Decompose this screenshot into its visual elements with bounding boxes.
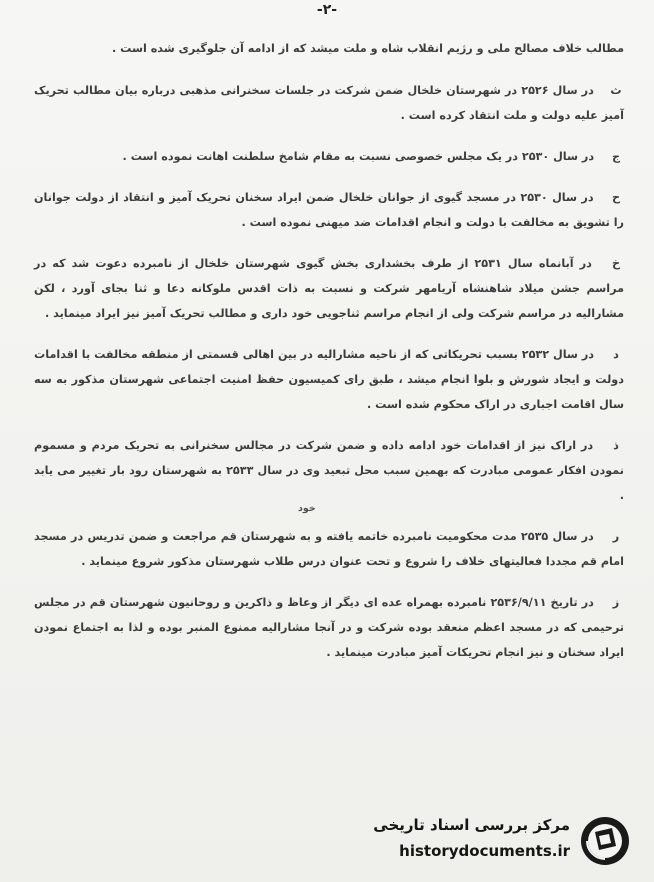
list-item (34, 144, 624, 169)
archive-logo-icon (578, 814, 632, 868)
list-item (34, 78, 624, 128)
item-label: د (613, 348, 619, 361)
item-label: ذ (613, 439, 619, 452)
page-number: -۲- (316, 2, 338, 18)
list-item (34, 590, 624, 665)
intro-paragraph: مطالب خلاف مصالح ملی و رژیم انقلاب شاه و ملت میشد که از ادامه آن جلوگیری شده است . (111, 42, 624, 55)
logo-title: مرکز بررسی اسناد تاریخی (373, 816, 570, 834)
footer-watermark[interactable] (364, 812, 632, 870)
list-item (34, 251, 624, 326)
item-text: در سال ۲۵۲۶ در شهرستان خلخال ضمن شرکت در جلسات سخنرانی مذهبی درباره بیان مطالب تحریک آمیز علیه دولت و ملت انتقاد کرده است . (34, 84, 624, 122)
list-item (34, 433, 624, 508)
item-text: در تاریخ ۲۵۳۶/۹/۱۱ نامبرده بهمراه عده ای دیگر از وعاظ و ذاکرین و روحانیون شهرستان قم در مجلس ترحیمی که در مسجد اعظم منعقد بوده شرکت و در آنجا مشارالیه ممنوع المنبر بوده و لذا به اجتماع نمودن ایراد سخنان و نیز انجام تحریکات آمیز مبادرت مینماید . (34, 596, 624, 659)
document-body (34, 36, 624, 681)
item-text: در سال ۲۵۳۰ در مسجد گیوی از جوانان خلخال ضمن ایراد سخنان تحریک آمیز و انتقاد از دولت جوانان را تشویق به مخالفت با دولت و انجام اقدامات ضد میهنی نموده است . (34, 191, 624, 229)
item-label: ج (611, 150, 621, 163)
list-item (34, 524, 624, 574)
item-text: در اراک نیز از اقدامات خود ادامه داده و ضمن شرکت در مجالس سخنرانی به تحریک مردم و مسموم نمودن افکار عمومی مبادرت که بهمین سبب محل تبعید وی در سال ۲۵۳۳ به شهرستان رود بار تغییر می یابد . (34, 439, 624, 502)
item-label: خ (611, 257, 621, 270)
item-text: در آبانماه سال ۲۵۳۱ از طرف بخشداری بخش گیوی شهرستان خلخال از نامبرده دعوت شد که در مراسم جشن میلاد شاهنشاه آریامهر شرکت و نسبت به ذات اقدس ملوکانه دعا و ثنا بجای آورد ، لکن مشارالیه در مراسم شرکت ولی از انجام مراسم ثناجویی خود داری و مطالب تحریک آمیز نیز ایراد مینماید . (34, 257, 624, 320)
list-item (34, 185, 624, 235)
item-label: ث (610, 84, 622, 97)
item-text: در سال ۲۵۳۵ مدت محکومیت نامبرده خاتمه یافته و به شهرستان قم مراجعت و ضمن تدریس در مسجد امام قم مجددا فعالیتهای خلاف را شروع و تحت عنوان درس طلاب شهرستان مذکور شروع مینماید . (34, 530, 624, 568)
item-label: ح (611, 191, 621, 204)
item-label: ر (612, 530, 620, 543)
item-text: در سال ۲۵۳۰ در یک مجلس خصوصی نسبت به مقام شامخ سلطنت اهانت نموده است . (122, 150, 595, 163)
logo-url[interactable]: historydocuments.ir (399, 842, 570, 860)
list-item (34, 342, 624, 417)
item-text: در سال ۲۵۳۲ بسبب تحریکاتی که از ناحیه مشارالیه در بین اهالی قسمتی از منطقه مخالفت با اقدامات دولت و ایجاد شورش و بلوا انجام میشد ، طبق رای کمیسیون حفظ امنیت اجتماعی شهرستان مذکور به سه سال اقامت اجباری در اراک محکوم شده است . (34, 348, 624, 411)
item-label: ز (612, 596, 620, 609)
handwritten-insertion: خود (298, 503, 316, 514)
